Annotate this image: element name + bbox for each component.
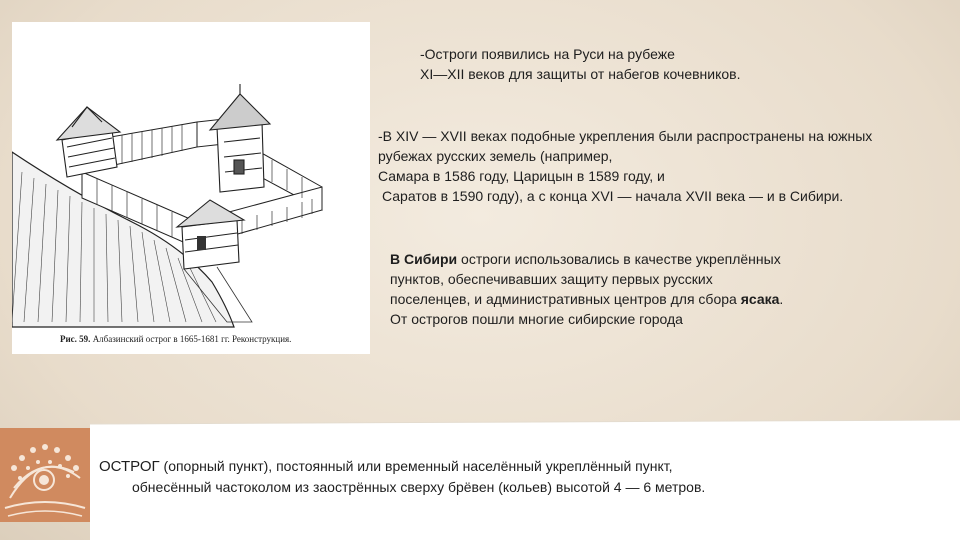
siberia-bold: В Сибири	[390, 251, 458, 267]
paragraph-spread-line-4: Саратов в 1590 году), а с конца XVI — начала XVII века — и в Сибири.	[382, 188, 844, 204]
paragraph-spread-line-1: -В XIV — XVII веках подобные укрепления были распространены на южных	[378, 128, 873, 144]
siberia-line-3-end: .	[779, 291, 784, 307]
paragraph-spread-line-3: Самара в 1586 году, Царицын в 1589 году, и	[378, 168, 665, 184]
fort-illustration	[12, 22, 370, 354]
paragraph-siberia-line-1	[390, 249, 870, 269]
paragraph-siberia	[390, 249, 870, 329]
paragraph-origin-line-2: XI—XII веков для защиты от набегов кочевников.	[420, 66, 741, 82]
sunburst-icon	[0, 428, 90, 522]
paragraph-spread-line-2: рубежах русских земель (например,	[378, 148, 613, 164]
ornament-panel	[0, 428, 90, 522]
paragraph-origin	[420, 44, 840, 84]
definition-line-1-rest: (опорный пункт), постоянный или временный населённый укреплённый пункт,	[163, 458, 673, 474]
caption-text: Албазинский острог в 1665-1681 гг. Реконструкция.	[92, 334, 292, 344]
definition-line-2: обнесённый частоколом из заострённых сверху брёвен (кольев) высотой 4 — 6 метров.	[132, 479, 706, 495]
caption-label: Рис. 59.	[60, 334, 91, 344]
definition-term: ОСТРОГ	[99, 458, 160, 475]
paragraph-spread	[378, 126, 958, 206]
definition-text	[99, 456, 949, 498]
siberia-line-3-start: поселенцев, и административных центров для сбора	[390, 291, 741, 307]
yasak-bold: ясака	[740, 291, 780, 307]
paragraph-siberia-line-4: От острогов пошли многие сибирские города	[390, 311, 683, 327]
paragraph-origin-line-1: -Остроги появились на Руси на рубеже	[420, 46, 675, 62]
figure-caption	[60, 334, 360, 344]
paragraph-siberia-line-2: пунктов, обеспечивавших защиту первых русских	[390, 271, 713, 287]
siberia-line-1-rest: остроги использовались в качестве укреплённых	[457, 251, 781, 267]
definition-line-1	[99, 456, 949, 477]
fort-drawing	[12, 22, 370, 354]
paragraph-siberia-line-3	[390, 289, 870, 309]
